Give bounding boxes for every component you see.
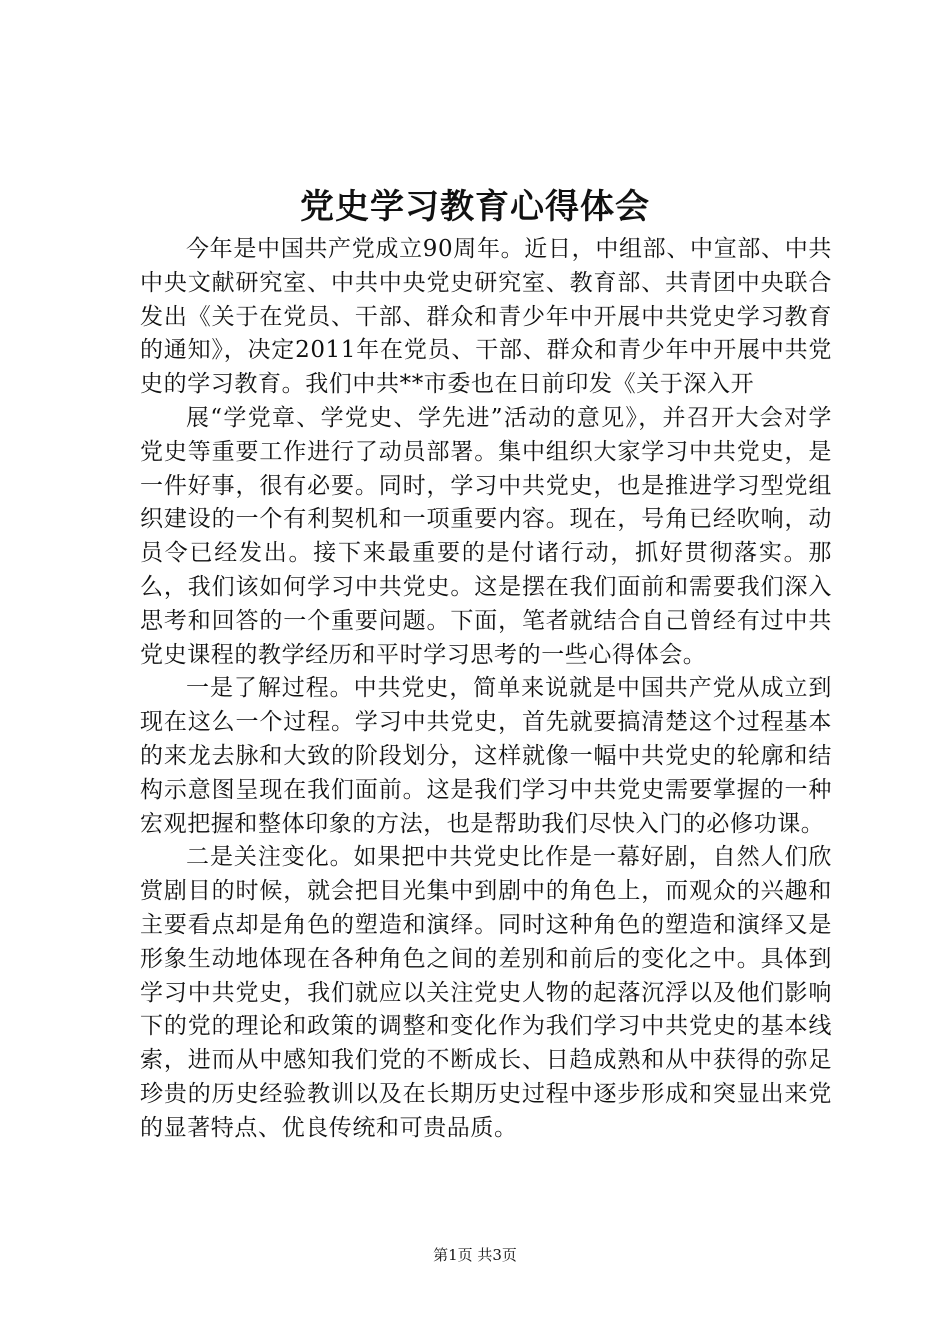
paragraph: 展“学党章、学党史、学先进”活动的意见》，并召开大会对学党史等重要工作进行了动员部署。集中组织大家学习中共党史，是一件好事，很有必要。同时，学习中共党史，也是推进学习型党组织建设的一个有利契机和一项重要内容。现在，号角已经吹响，动员令已经发出。接下来最重要的是付诸行动，抓好贯彻落实。那么，我们该如何学习中共党史。这是摆在我们面前和需要我们深入思考和回答的一个重要问题。下面，笔者就结合自己曾经有过中共党史课程的教学经历和平时学习思考的一些心得体会。 (140, 404, 832, 668)
paragraph: 一是了解过程。中共党史，简单来说就是中国共产党从成立到现在这么一个过程。学习中共党史，首先就要搞清楚这个过程基本的来龙去脉和大致的阶段划分，这样就像一幅中共党史的轮廓和结构示意图呈现在我们面前。这是我们学习中共党史需要掌握的一种宏观把握和整体印象的方法，也是帮助我们尽快入门的必修功课。 (140, 675, 832, 837)
paragraph: 二是关注变化。如果把中共党史比作是一幕好剧，自然人们欣赏剧目的时候，就会把目光集中到剧中的角色上，而观众的兴趣和主要看点却是角色的塑造和演绎。同时这种角色的塑造和演绎又是形象生动地体现在各种角色之间的差别和前后的变化之中。具体到学习中共党史，我们就应以关注党史人物的起落沉浮以及他们影响下的党的理论和政策的调整和变化作为我们学习中共党史的基本线索，进而从中感知我们党的不断成长、日趋成熟和从中获得的弥足珍贵的历史经验教训以及在长期历史过程中逐步形成和突显出来党的显著特点、优良传统和可贵品质。 (140, 844, 832, 1141)
paragraph: 今年是中国共产党成立90周年。近日，中组部、中宣部、中共中央文献研究室、中共中央党史研究室、教育部、共青团中央联合发出《关于在党员、干部、群众和青少年中开展中共党史学习教育的通知》，决定2011年在党员、干部、群众和青少年中开展中共党史的学习教育。我们中共**市委也在日前印发《关于深入开 (140, 236, 832, 398)
page-number-footer: 第1页 共3页 (433, 1246, 517, 1264)
document-body (140, 233, 832, 1146)
document-title: 党史学习教育心得体会 (300, 187, 650, 227)
